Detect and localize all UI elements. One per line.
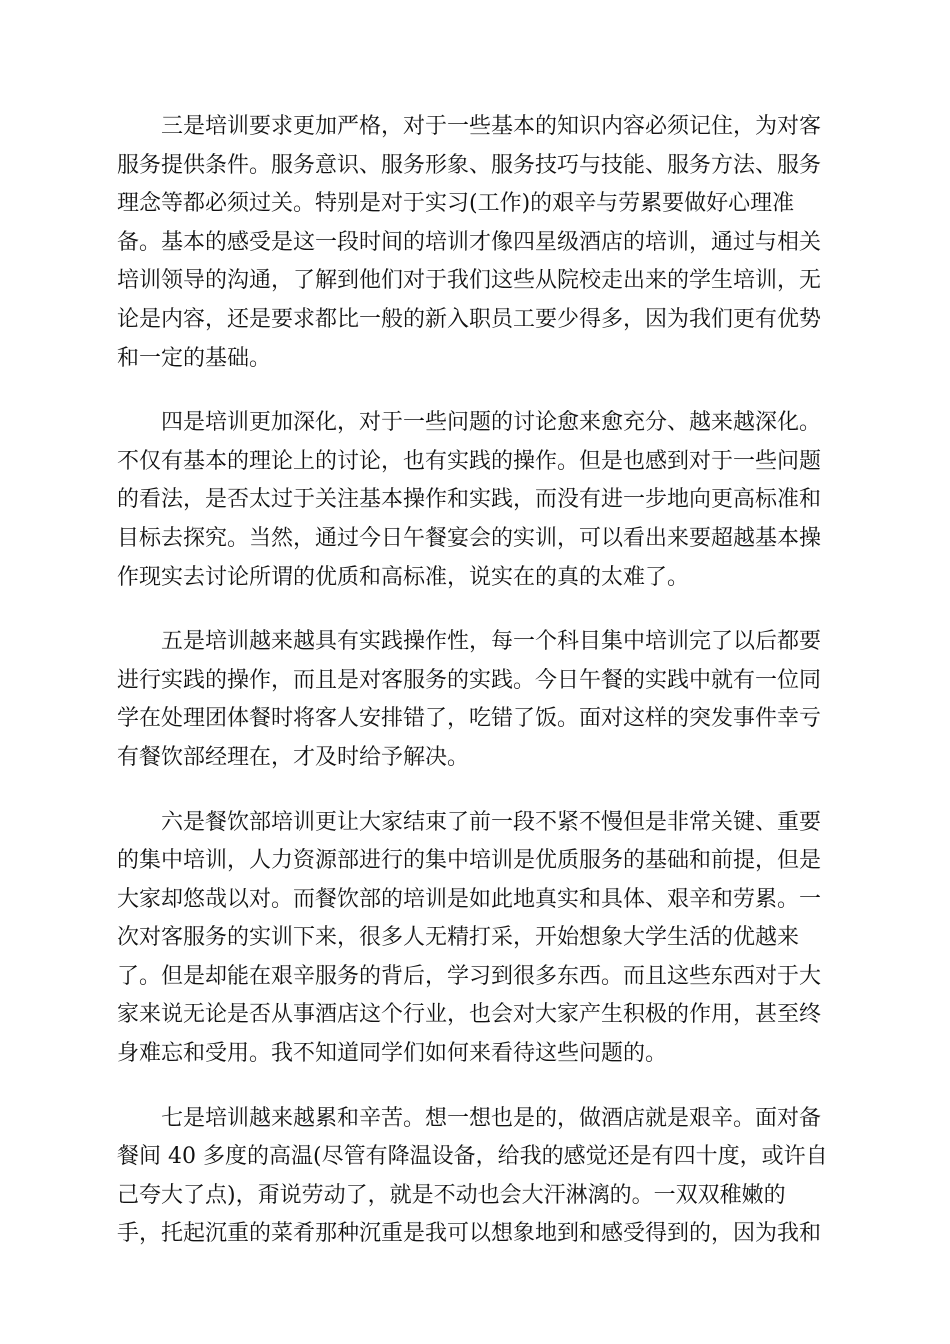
text-line: 大家却悠哉以对。而餐饮部的培训是如此地真实和具体、艰辛和劳累。一 (117, 886, 822, 912)
text-line: 进行实践的操作，而且是对客服务的实践。今日午餐的实践中就有一位同 (117, 667, 822, 693)
paragraph-7 (117, 1100, 837, 1254)
text-line: 家来说无论是否从事酒店这个行业，也会对大家产生积极的作用，甚至终 (117, 1002, 822, 1028)
text-line: 目标去探究。当然，通过今日午餐宴会的实训，可以看出来要超越基本操 (117, 525, 822, 551)
text-line: 服务提供条件。服务意识、服务形象、服务技巧与技能、服务方法、服务 (117, 152, 822, 178)
text-line: 的看法，是否太过于关注基本操作和实践，而没有进一步地向更高标准和 (117, 487, 822, 513)
text-line: 七是培训越来越累和辛苦。想一想也是的，做酒店就是艰辛。面对备 (161, 1105, 822, 1131)
text-line: 培训领导的沟通，了解到他们对于我们这些从院校走出来的学生培训，无 (117, 268, 822, 294)
text-line: 身难忘和受用。我不知道同学们如何来看待这些问题的。 (117, 1041, 668, 1067)
paragraph-3 (117, 108, 837, 378)
text-line: 不仅有基本的理论上的讨论，也有实践的操作。但是也感到对于一些问题 (117, 448, 822, 474)
text-line: 的集中培训，人力资源部进行的集中培训是优质服务的基础和前提，但是 (117, 848, 822, 874)
paragraph-4 (117, 404, 837, 597)
text-line: 餐间 40 多度的高温(尽管有降温设备，给我的感觉还是有四十度，或许自 (117, 1144, 828, 1170)
text-line: 四是培训更加深化，对于一些问题的讨论愈来愈充分、越来越深化。 (161, 410, 822, 436)
text-line: 论是内容，还是要求都比一般的新入职员工要少得多，因为我们更有优势 (117, 306, 822, 332)
text-line: 手，托起沉重的菜肴那种沉重是我可以想象地到和感受得到的，因为我和 (117, 1221, 822, 1247)
text-line: 了。但是却能在艰辛服务的背后，学习到很多东西。而且这些东西对于大 (117, 963, 822, 989)
text-line: 次对客服务的实训下来，很多人无精打采，开始想象大学生活的优越来 (117, 925, 800, 951)
text-line: 和一定的基础。 (117, 345, 272, 371)
text-line: 学在处理团体餐时将客人安排错了，吃错了饭。面对这样的突发事件幸亏 (117, 706, 822, 732)
text-line: 六是餐饮部培训更让大家结束了前一段不紧不慢但是非常关键、重要 (161, 809, 822, 835)
text-line: 己夸大了点)，甭说劳动了，就是不动也会大汗淋漓的。一双双稚嫩的 (117, 1182, 786, 1208)
text-line: 理念等都必须过关。特别是对于实习(工作)的艰辛与劳累要做好心理准 (117, 191, 795, 217)
text-line: 五是培训越来越具有实践操作性，每一个科目集中培训完了以后都要 (161, 629, 822, 655)
paragraph-5 (117, 623, 837, 777)
text-line: 有餐饮部经理在，才及时给予解决。 (117, 744, 470, 770)
text-line: 三是培训要求更加严格，对于一些基本的知识内容必须记住，为对客 (161, 114, 822, 139)
text-line: 备。基本的感受是这一段时间的培训才像四星级酒店的培训，通过与相关 (117, 229, 822, 255)
paragraph-6 (117, 804, 837, 1074)
document-body (117, 108, 837, 1280)
text-line: 作现实去讨论所谓的优质和高标准，说实在的真的太难了。 (117, 564, 690, 590)
